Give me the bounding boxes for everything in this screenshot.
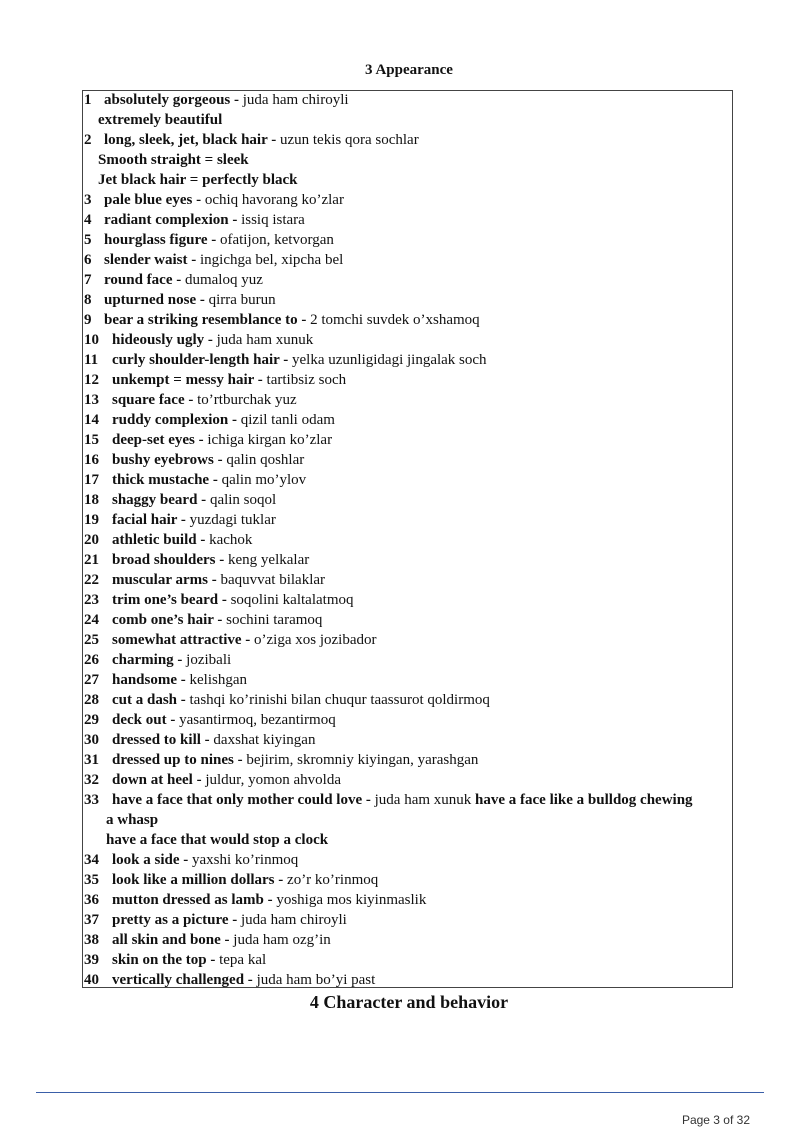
entry-translation: dumaloq yuz <box>184 272 263 288</box>
vocab-entry <box>84 350 734 370</box>
entry-number: 5 <box>84 232 92 248</box>
entry-number: 34 <box>84 852 99 868</box>
entry-translation: tartibsiz soch <box>266 372 347 388</box>
entry-number: 18 <box>84 492 99 508</box>
vocab-subline <box>84 810 734 830</box>
entry-translation: yelka uzunligidagi jingalak soch <box>292 352 487 368</box>
vocab-entry <box>84 930 734 950</box>
vocab-entry <box>84 390 734 410</box>
entry-synonym: have a face that would stop a clock <box>106 832 329 848</box>
entry-number: 28 <box>84 692 99 708</box>
vocab-entry <box>84 610 734 630</box>
next-section-title: 4 Character and behavior <box>309 992 509 1012</box>
section-title: 3 Appearance <box>365 62 453 78</box>
entry-translation: keng yelkalar <box>228 552 310 568</box>
entry-translation: juda ham chiroyli <box>242 92 349 108</box>
vocab-entry <box>84 750 734 770</box>
entry-translation: issiq istara <box>241 212 305 228</box>
entry-number: 37 <box>84 912 99 928</box>
entry-number: 12 <box>84 372 99 388</box>
entry-translation: soqolini kaltalatmoq <box>230 592 354 608</box>
entry-translation: qalin qoshlar <box>226 452 305 468</box>
vocab-entry <box>84 530 734 550</box>
entry-number: 13 <box>84 392 99 408</box>
entry-translation: ochiq havorang ko’zlar <box>204 192 344 208</box>
entry-term: down at heel - <box>112 772 202 788</box>
entry-term: mutton dressed as lamb - <box>112 892 273 908</box>
entry-number: 6 <box>84 252 92 268</box>
entry-number: 26 <box>84 652 99 668</box>
entry-translation: zo’r ko’rinmoq <box>287 872 379 888</box>
entry-translation: ingichga bel, xipcha bel <box>199 252 344 268</box>
vocab-entry <box>84 950 734 970</box>
vocab-entry <box>84 970 734 990</box>
entry-translation: juda ham bo’yi past <box>256 972 376 988</box>
vocab-entry <box>84 730 734 750</box>
entry-number: 27 <box>84 672 99 688</box>
entry-term: deck out - <box>112 712 176 728</box>
vocab-entry <box>84 190 734 210</box>
entry-synonym: extremely beautiful <box>98 112 223 128</box>
entry-translation: yoshiga mos kiyinmaslik <box>276 892 427 908</box>
entry-number: 40 <box>84 972 99 988</box>
entry-number: 16 <box>84 452 99 468</box>
vocab-entry <box>84 890 734 910</box>
vocab-entry <box>84 910 734 930</box>
entry-term: dressed to kill - <box>112 732 210 748</box>
entry-translation: kelishgan <box>189 672 248 688</box>
entry-translation: uzun tekis qora sochlar <box>279 132 419 148</box>
vocab-entry <box>84 650 734 670</box>
footer-divider <box>36 1092 764 1093</box>
entry-translation: juda ham chiroyli <box>241 912 347 928</box>
entry-translation: jozibali <box>186 652 232 668</box>
entry-number: 20 <box>84 532 99 548</box>
entry-number: 25 <box>84 632 99 648</box>
entry-term: skin on the top - <box>112 952 216 968</box>
entry-term: handsome - <box>112 672 186 688</box>
vocab-entry <box>84 210 734 230</box>
entry-translation: yaxshi ko’rinmoq <box>192 852 299 868</box>
entry-translation: tepa kal <box>219 952 267 968</box>
entry-number: 1 <box>84 92 92 108</box>
entry-term: thick mustache - <box>112 472 218 488</box>
entry-number: 22 <box>84 572 99 588</box>
entry-term: bushy eyebrows - <box>112 452 223 468</box>
entry-translation: qalin soqol <box>209 492 277 508</box>
entry-number: 14 <box>84 412 99 428</box>
entry-number: 19 <box>84 512 99 528</box>
entry-term: athletic build - <box>112 532 206 548</box>
vocab-entry <box>84 410 734 430</box>
vocab-entry <box>84 470 734 490</box>
entry-translation: yasantirmoq, bezantirmoq <box>179 712 336 728</box>
entry-translation: qirra burun <box>208 292 276 308</box>
vocab-entry <box>84 850 734 870</box>
vocab-entry <box>84 630 734 650</box>
entry-number: 36 <box>84 892 99 908</box>
vocab-entry <box>84 270 734 290</box>
entry-translation: sochini taramoq <box>226 612 323 628</box>
entry-number: 2 <box>84 132 92 148</box>
entry-term: look a side - <box>112 852 189 868</box>
entry-number: 35 <box>84 872 99 888</box>
entry-translation: baquvvat bilaklar <box>220 572 326 588</box>
entry-translation: daxshat kiyingan <box>213 732 316 748</box>
vocab-entry <box>84 550 734 570</box>
entry-translation: yuzdagi tuklar <box>189 512 276 528</box>
entry-number: 17 <box>84 472 99 488</box>
entry-number: 11 <box>84 352 99 368</box>
vocab-entry <box>84 670 734 690</box>
entry-synonym: Smooth straight = sleek <box>98 152 249 168</box>
entry-number: 7 <box>84 272 92 288</box>
entry-term: charming - <box>112 652 183 668</box>
entry-term: square face - <box>112 392 194 408</box>
entry-synonym: Jet black hair = perfectly black <box>98 172 298 188</box>
vocab-entry <box>84 310 734 330</box>
entry-number: 15 <box>84 432 99 448</box>
entry-term: somewhat attractive - <box>112 632 251 648</box>
entry-term: dressed up to nines - <box>112 752 243 768</box>
vocab-entry <box>84 790 734 810</box>
vocab-entry <box>84 290 734 310</box>
entry-term: round face - <box>104 272 182 288</box>
vocab-entry <box>84 450 734 470</box>
entry-number: 32 <box>84 772 99 788</box>
vocab-entry <box>84 710 734 730</box>
entry-term: muscular arms - <box>112 572 217 588</box>
entry-term: have a face that only mother could love - <box>112 792 371 808</box>
entry-translation: qalin mo’ylov <box>221 472 307 488</box>
entry-translation: juldur, yomon ahvolda <box>205 772 341 788</box>
entry-term: broad shoulders - <box>112 552 225 568</box>
entry-term: comb one’s hair - <box>112 612 223 628</box>
entry-translation: kachok <box>209 532 253 548</box>
entry-number: 38 <box>84 932 99 948</box>
entry-translation: ofatijon, ketvorgan <box>219 232 334 248</box>
entry-translation: juda ham ozg’in <box>233 932 331 948</box>
entry-number: 39 <box>84 952 99 968</box>
entry-term: pretty as a picture - <box>112 912 238 928</box>
vocab-entry <box>84 370 734 390</box>
entry-translation: qizil tanli odam <box>240 412 335 428</box>
vocab-entry <box>84 250 734 270</box>
entry-translation: 2 tomchi suvdek o’xshamoq <box>310 312 480 328</box>
entry-term: hourglass figure - <box>104 232 217 248</box>
vocab-entry <box>84 130 734 150</box>
entry-number: 8 <box>84 292 92 308</box>
entry-number: 24 <box>84 612 99 628</box>
entry-translation: juda ham xunuk <box>216 332 314 348</box>
vocab-entry <box>84 690 734 710</box>
entry-synonym: a whasp <box>106 812 159 828</box>
entry-number: 3 <box>84 192 92 208</box>
entry-term: upturned nose - <box>104 292 205 308</box>
entry-number: 23 <box>84 592 99 608</box>
vocab-entry <box>84 590 734 610</box>
entry-translation: ichiga kirgan ko’zlar <box>207 432 333 448</box>
entry-translation: bejirim, skromniy kiyingan, yarashgan <box>246 752 479 768</box>
vocab-subline <box>84 170 734 190</box>
entry-term: radiant complexion - <box>104 212 238 228</box>
entry-term: hideously ugly - <box>112 332 213 348</box>
entry-translation: tashqi ko’rinishi bilan chuqur taassurot qoldirmoq <box>189 692 490 708</box>
entry-number: 31 <box>84 752 99 768</box>
vocab-entry <box>84 430 734 450</box>
entry-term: absolutely gorgeous - <box>104 92 239 108</box>
vocab-entry <box>84 490 734 510</box>
vocab-entry <box>84 510 734 530</box>
entry-term: ruddy complexion - <box>112 412 238 428</box>
entry-number: 29 <box>84 712 99 728</box>
entry-term: cut a dash - <box>112 692 186 708</box>
entry-term: deep-set eyes - <box>112 432 204 448</box>
vocabulary-list <box>84 90 734 990</box>
entry-term: trim one’s beard - <box>112 592 227 608</box>
vocab-subline <box>84 150 734 170</box>
entry-number: 10 <box>84 332 99 348</box>
entry-number: 33 <box>84 792 99 808</box>
entry-number: 9 <box>84 312 92 328</box>
entry-term: pale blue eyes - <box>104 192 202 208</box>
vocab-entry <box>84 870 734 890</box>
vocab-entry <box>84 230 734 250</box>
entry-term: facial hair - <box>112 512 186 528</box>
vocab-entry <box>84 90 734 110</box>
entry-term: curly shoulder-length hair - <box>112 352 289 368</box>
entry-translation: to’rtburchak yuz <box>197 392 297 408</box>
vocab-entry <box>84 770 734 790</box>
vocab-entry <box>84 570 734 590</box>
entry-term: look like a million dollars - <box>112 872 284 888</box>
vocab-subline <box>84 830 734 850</box>
entry-translation: o’ziga xos jozibador <box>254 632 377 648</box>
entry-term: unkempt = messy hair - <box>112 372 263 388</box>
entry-term: shaggy beard - <box>112 492 207 508</box>
entry-term: vertically challenged - <box>112 972 253 988</box>
entry-term: slender waist - <box>104 252 197 268</box>
vocab-entry <box>84 330 734 350</box>
entry-number: 4 <box>84 212 92 228</box>
page-number: Page 3 of 32 <box>681 1113 750 1127</box>
entry-term: all skin and bone - <box>112 932 230 948</box>
entry-translation: juda ham xunuk <box>374 792 472 808</box>
entry-term: long, sleek, jet, black hair - <box>104 132 277 148</box>
vocab-subline <box>84 110 734 130</box>
entry-number: 30 <box>84 732 99 748</box>
entry-term-alt: have a face like a bulldog chewing <box>475 792 693 808</box>
entry-term: bear a striking resemblance to - <box>104 312 307 328</box>
entry-number: 21 <box>84 552 99 568</box>
